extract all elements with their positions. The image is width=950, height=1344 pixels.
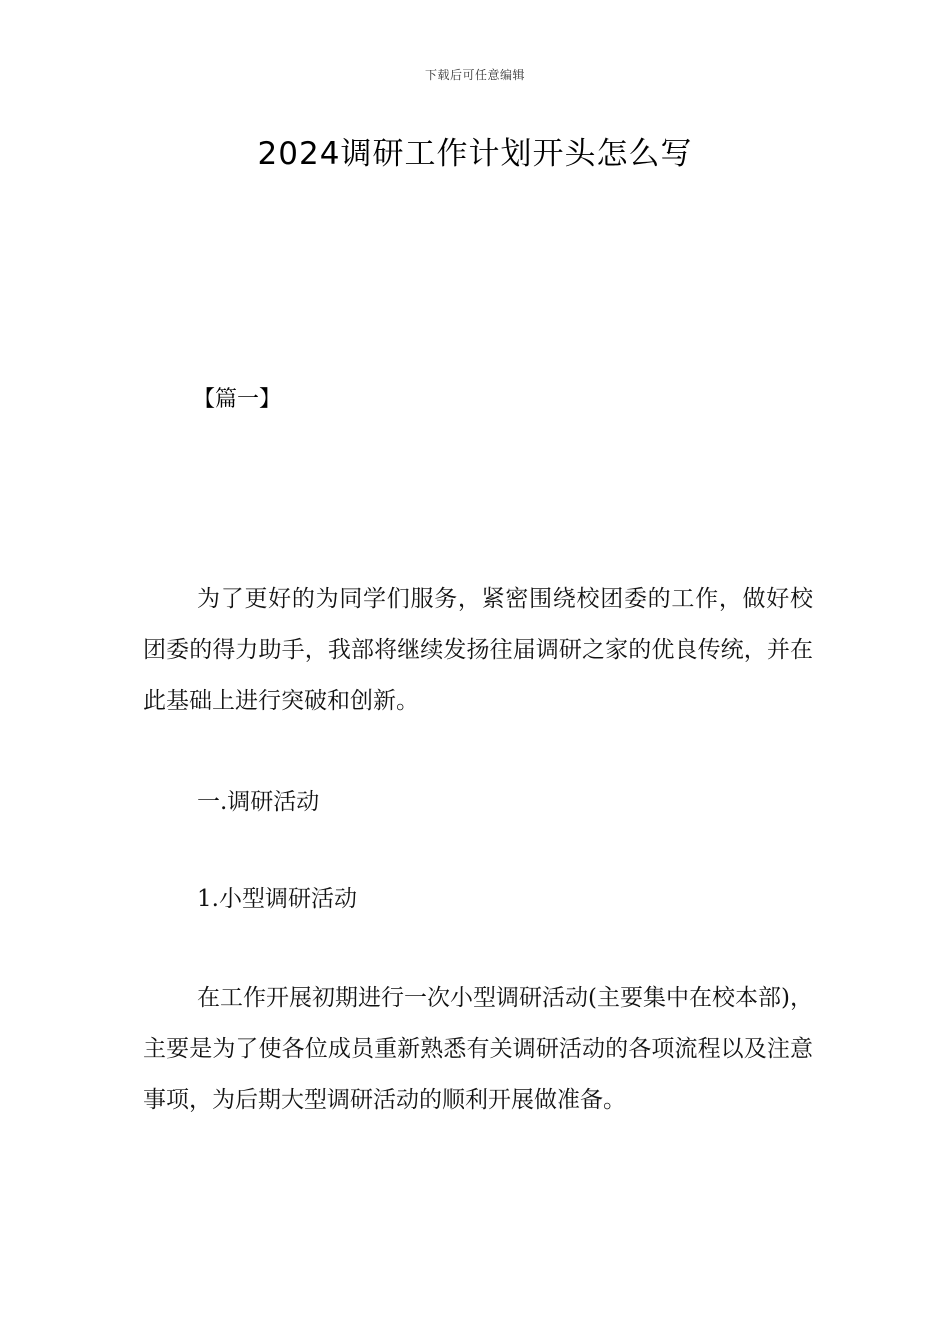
intro-paragraph: 为了更好的为同学们服务，紧密围绕校团委的工作，做好校团委的得力助手，我部将继续发扬往届调研之家的优良传统，并在此基础上进行突破和创新。 — [143, 586, 813, 714]
subsection-heading: 1.小型调研活动 — [197, 886, 357, 912]
section-heading: 一.调研活动 — [197, 789, 320, 815]
document-title: 2024调研工作计划开头怎么写 — [257, 136, 693, 172]
header-note: 下载后可任意编辑 — [424, 68, 525, 82]
section-label: 【篇一】 — [193, 387, 282, 412]
small-survey-paragraph: 在工作开展初期进行一次小型调研活动(主要集中在校本部)，主要是为了使各位成员重新熟悉有关调研活动的各项流程以及注意事项，为后期大型调研活动的顺利开展做准备。 — [143, 985, 813, 1113]
